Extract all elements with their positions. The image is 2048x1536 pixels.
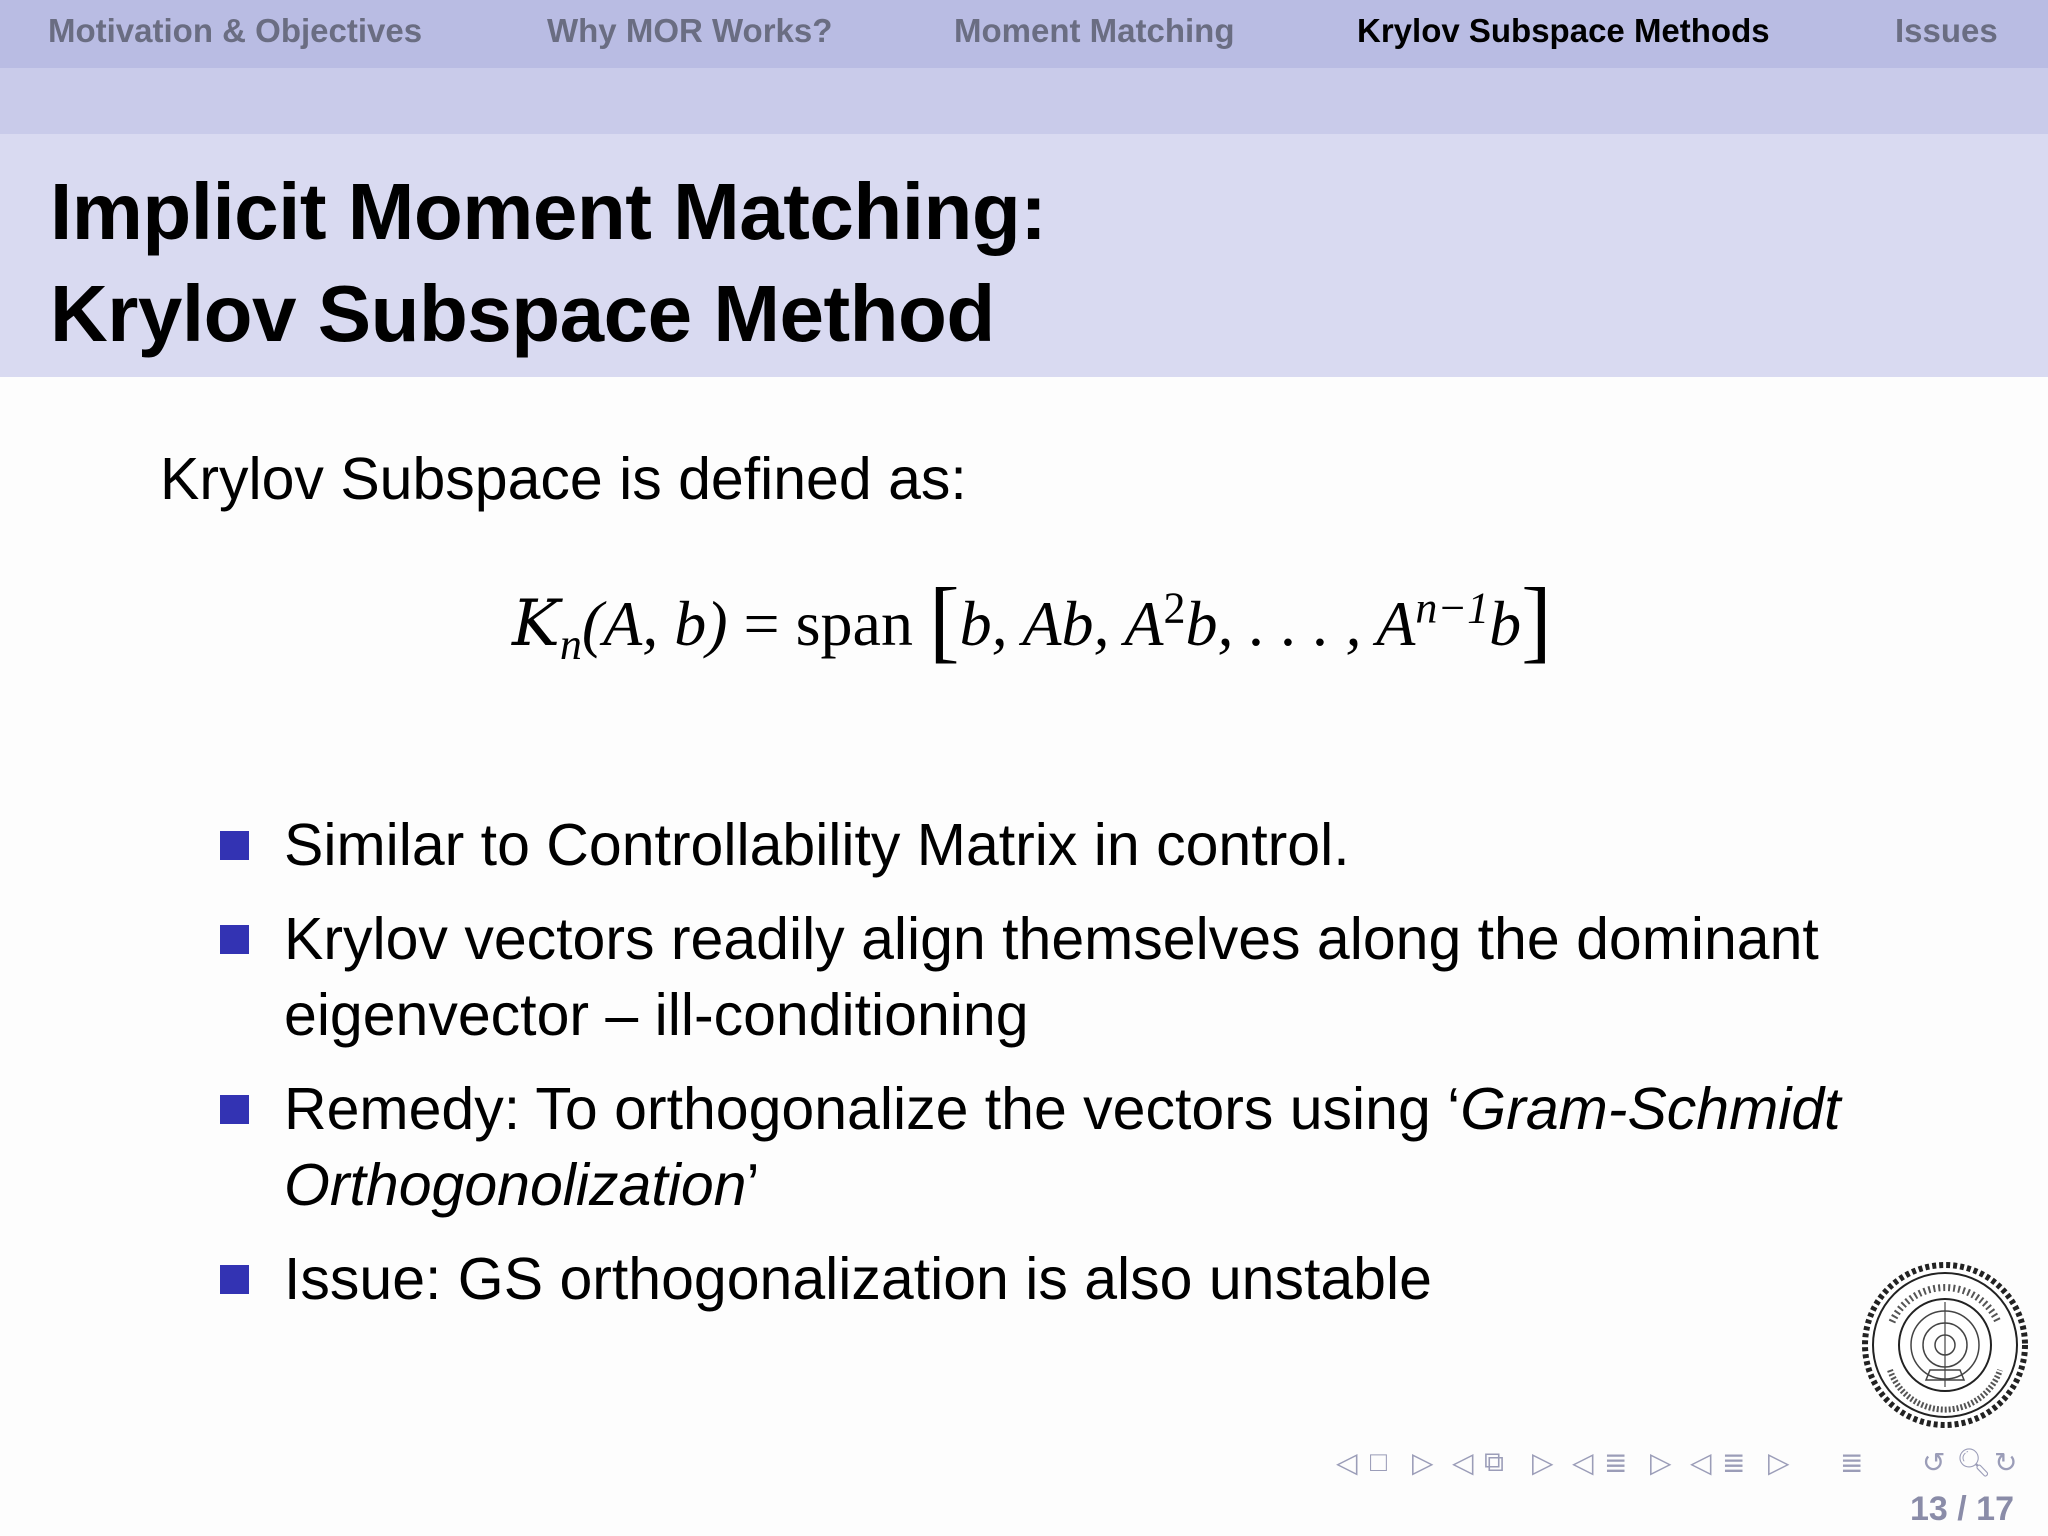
section-navbar — [0, 0, 2048, 68]
bullet-square-icon — [220, 1265, 249, 1294]
bullet-square-icon — [220, 925, 249, 954]
list-item — [218, 1071, 1938, 1223]
nav-search-icon[interactable]: 🔍︎ — [1956, 1447, 1992, 1478]
nav-slide-icon[interactable]: ⧉ — [1484, 1446, 1504, 1477]
formula-equals: = — [743, 588, 780, 659]
list-item — [218, 901, 1938, 1053]
formula-left-bracket: [ — [928, 569, 960, 671]
nav-why-mor-works[interactable]: Why MOR Works? — [547, 12, 833, 49]
bullet-text: Similar to Controllability Matrix in control. — [284, 812, 1350, 878]
formula-subscript-n: n — [559, 619, 582, 669]
formula-right-bracket: ] — [1521, 569, 1552, 671]
formula-exponent-n-minus-1: n−1 — [1415, 583, 1490, 633]
nav-issues[interactable]: Issues — [1895, 12, 1998, 49]
nav-prev-slide-icon[interactable]: ◁ — [1452, 1447, 1474, 1478]
nav-document-icon[interactable]: ≣ — [1840, 1447, 1864, 1478]
list-item — [218, 1241, 1938, 1317]
krylov-formula — [512, 567, 1552, 677]
nav-prev-subsection-icon[interactable]: ◁ — [1572, 1447, 1594, 1478]
formula-lhs-args: (A, b) — [581, 588, 728, 659]
bullet-text-emphasis: Gram-Schmidt Orthogonolization — [284, 1076, 1841, 1218]
nav-moment-matching[interactable]: Moment Matching — [954, 12, 1235, 49]
iit-delhi-logo — [1862, 1262, 2028, 1428]
nav-prev-frame-icon[interactable]: ◁ — [1336, 1447, 1358, 1478]
bullet-square-icon — [220, 831, 249, 860]
nav-frame-icon[interactable]: □ — [1370, 1446, 1387, 1477]
bullet-text: Issue: GS orthogonalization is also unstable — [284, 1246, 1432, 1312]
bullet-text-pre: Remedy: To orthogonalize the vectors using ‘ — [284, 1076, 1461, 1142]
bullet-text-post: ’ — [746, 1152, 760, 1218]
formula-span: span — [795, 588, 913, 659]
nav-next-slide-icon[interactable]: ▷ — [1532, 1447, 1554, 1478]
title-line-1: Implicit Moment Matching: — [50, 167, 1047, 256]
bullet-text: Krylov vectors readily align themselves along the dominant eigenvector – ill-conditioning — [284, 906, 1819, 1048]
subsection-bar — [0, 68, 2048, 134]
bullet-list — [218, 807, 1938, 1335]
formula-k-symbol: K — [512, 587, 560, 661]
bullet-square-icon — [220, 1095, 249, 1124]
formula-last-term: b — [1489, 588, 1522, 659]
list-item — [218, 807, 1938, 883]
formula-terms: b, Ab, A — [959, 588, 1164, 659]
nav-forward-icon[interactable]: ↻ — [1994, 1447, 2018, 1478]
nav-krylov-subspace-methods[interactable]: Krylov Subspace Methods — [1357, 12, 1770, 49]
nav-next-section-icon[interactable]: ▷ — [1768, 1447, 1790, 1478]
nav-next-frame-icon[interactable]: ▷ — [1412, 1447, 1434, 1478]
page-number: 13 / 17 — [1910, 1490, 2014, 1528]
nav-motivation-objectives[interactable]: Motivation & Objectives — [48, 12, 423, 49]
nav-section-icon[interactable]: ≣ — [1722, 1447, 1746, 1478]
formula-exponent-2: 2 — [1163, 583, 1186, 633]
title-line-2: Krylov Subspace Method — [50, 269, 995, 358]
slide-content — [0, 377, 2048, 1536]
nav-subsection-icon[interactable]: ≣ — [1604, 1447, 1628, 1478]
intro-text: Krylov Subspace is defined as: — [160, 446, 967, 512]
formula-after-square: b, . . . , A — [1185, 588, 1416, 659]
frame-title — [0, 134, 2048, 377]
nav-next-subsection-icon[interactable]: ▷ — [1650, 1447, 1672, 1478]
nav-back-icon[interactable]: ↺ — [1922, 1447, 1946, 1478]
nav-prev-section-icon[interactable]: ◁ — [1690, 1447, 1712, 1478]
